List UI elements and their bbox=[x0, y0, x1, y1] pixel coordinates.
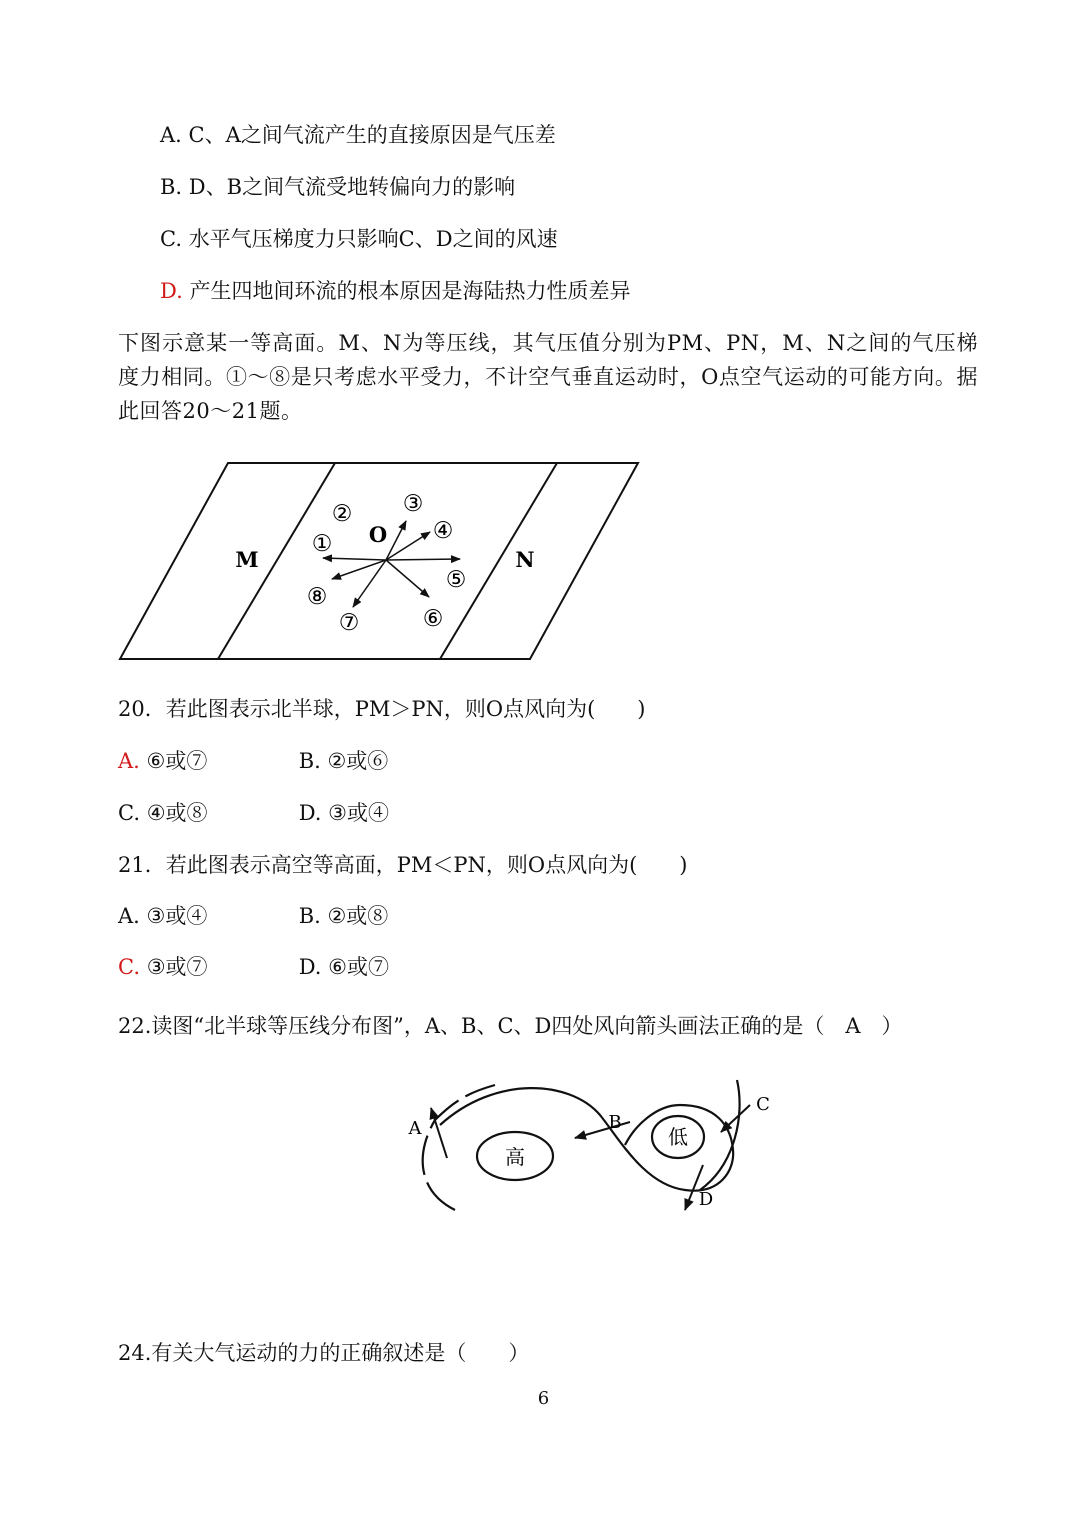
q22-stem: 22.读图“北半球等压线分布图”，A、B、C、D四处风向箭头画法正确的是（ A ） bbox=[118, 1014, 903, 1038]
arrow-c bbox=[721, 1105, 750, 1132]
arrow-5 bbox=[386, 559, 460, 560]
isobar-n bbox=[440, 463, 557, 659]
option-text: ④或⑧ bbox=[146, 801, 208, 825]
q20-option-a bbox=[118, 746, 292, 776]
option-text: ②或⑧ bbox=[327, 904, 389, 928]
option-letter: C. bbox=[160, 227, 182, 251]
isobar-main bbox=[440, 1088, 733, 1191]
option-text: D、B之间气流受地转偏向力的影响 bbox=[188, 175, 516, 199]
option-letter: D. bbox=[298, 801, 322, 825]
q19-option-b bbox=[160, 172, 515, 202]
marker-8: ⑧ bbox=[306, 584, 328, 610]
option-text: ③或④ bbox=[328, 801, 389, 825]
option-letter: B. bbox=[298, 904, 321, 928]
page-number: 6 bbox=[537, 1388, 550, 1409]
q20-option-c bbox=[118, 798, 292, 828]
option-letter: C. bbox=[118, 955, 140, 979]
marker-1: ① bbox=[311, 531, 333, 557]
option-text: ②或⑥ bbox=[327, 749, 389, 773]
option-letter: C. bbox=[118, 801, 140, 825]
label-b: B bbox=[608, 1112, 622, 1133]
q21-option-c bbox=[118, 952, 292, 982]
option-text: 产生四地间环流的根本原因是海陆热力性质差异 bbox=[189, 279, 631, 303]
marker-2: ② bbox=[331, 501, 353, 527]
q20-options-row2 bbox=[118, 798, 389, 828]
marker-6: ⑥ bbox=[422, 606, 444, 632]
q20-option-b bbox=[299, 746, 389, 776]
option-letter: A. bbox=[118, 904, 140, 928]
isobar-outer-right bbox=[700, 1080, 740, 1190]
q21-options-row1 bbox=[118, 901, 388, 931]
intro-paragraph: 下图示意某一等高面。M、N为等压线，其气压值分别为PM、PN，M、N之间的气压梯度力相同。①～⑧是只考虑水平受力，不计空气垂直运动时，O点空气运动的可能方向。据此回答20～21题。 bbox=[118, 331, 978, 423]
option-letter: D. bbox=[160, 279, 183, 303]
q19-option-a bbox=[160, 120, 556, 150]
arrow-1 bbox=[323, 558, 386, 560]
q21-stem: 21．若此图表示高空等高面，PM＜PN，则O点风向为( ) bbox=[118, 853, 688, 877]
plane-outline bbox=[120, 463, 638, 659]
marker-5: ⑤ bbox=[445, 567, 467, 593]
option-text: C、A之间气流产生的直接原因是气压差 bbox=[188, 123, 556, 147]
label-o: O bbox=[368, 522, 388, 547]
option-text: ③或⑦ bbox=[146, 955, 208, 979]
label-m: M bbox=[235, 547, 259, 572]
q19-option-c bbox=[160, 224, 558, 254]
option-text: 水平气压梯度力只影响C、D之间的风速 bbox=[188, 227, 558, 251]
q19-option-d bbox=[160, 276, 630, 306]
label-a: A bbox=[408, 1118, 422, 1139]
isobar-plane-figure bbox=[110, 455, 650, 670]
q21-option-d bbox=[299, 952, 389, 982]
option-text: ⑥或⑦ bbox=[328, 955, 389, 979]
arrow-b bbox=[575, 1122, 630, 1138]
low-label: 低 bbox=[668, 1125, 688, 1149]
q20-option-d bbox=[299, 798, 389, 828]
q20-options-row1 bbox=[118, 746, 388, 776]
option-letter: D. bbox=[298, 955, 322, 979]
q21-options-row2 bbox=[118, 952, 389, 982]
q24-stem: 24.有关大气运动的力的正确叙述是（ ） bbox=[118, 1341, 530, 1365]
arrow-8 bbox=[332, 560, 386, 579]
q20-stem: 20．若此图表示北半球，PM＞PN，则O点风向为( ) bbox=[118, 697, 646, 721]
marker-4: ④ bbox=[432, 518, 454, 544]
marker-7: ⑦ bbox=[338, 610, 360, 636]
label-c: C bbox=[756, 1094, 770, 1115]
option-letter: A. bbox=[160, 123, 182, 147]
isobar-outer-left bbox=[423, 1085, 495, 1210]
label-n: N bbox=[515, 547, 535, 572]
q21-option-b bbox=[299, 901, 389, 931]
label-d: D bbox=[698, 1189, 714, 1210]
q21-option-a bbox=[118, 901, 292, 931]
arrow-6 bbox=[386, 560, 429, 597]
option-text: ⑥或⑦ bbox=[146, 749, 208, 773]
option-text: ③或④ bbox=[146, 904, 208, 928]
isobar-map-figure bbox=[395, 1070, 795, 1220]
high-label: 高 bbox=[505, 1145, 525, 1169]
arrow-7 bbox=[353, 560, 386, 607]
option-letter: B. bbox=[298, 749, 321, 773]
option-letter: B. bbox=[160, 175, 183, 199]
option-letter: A. bbox=[118, 749, 140, 773]
marker-3: ③ bbox=[402, 491, 424, 517]
